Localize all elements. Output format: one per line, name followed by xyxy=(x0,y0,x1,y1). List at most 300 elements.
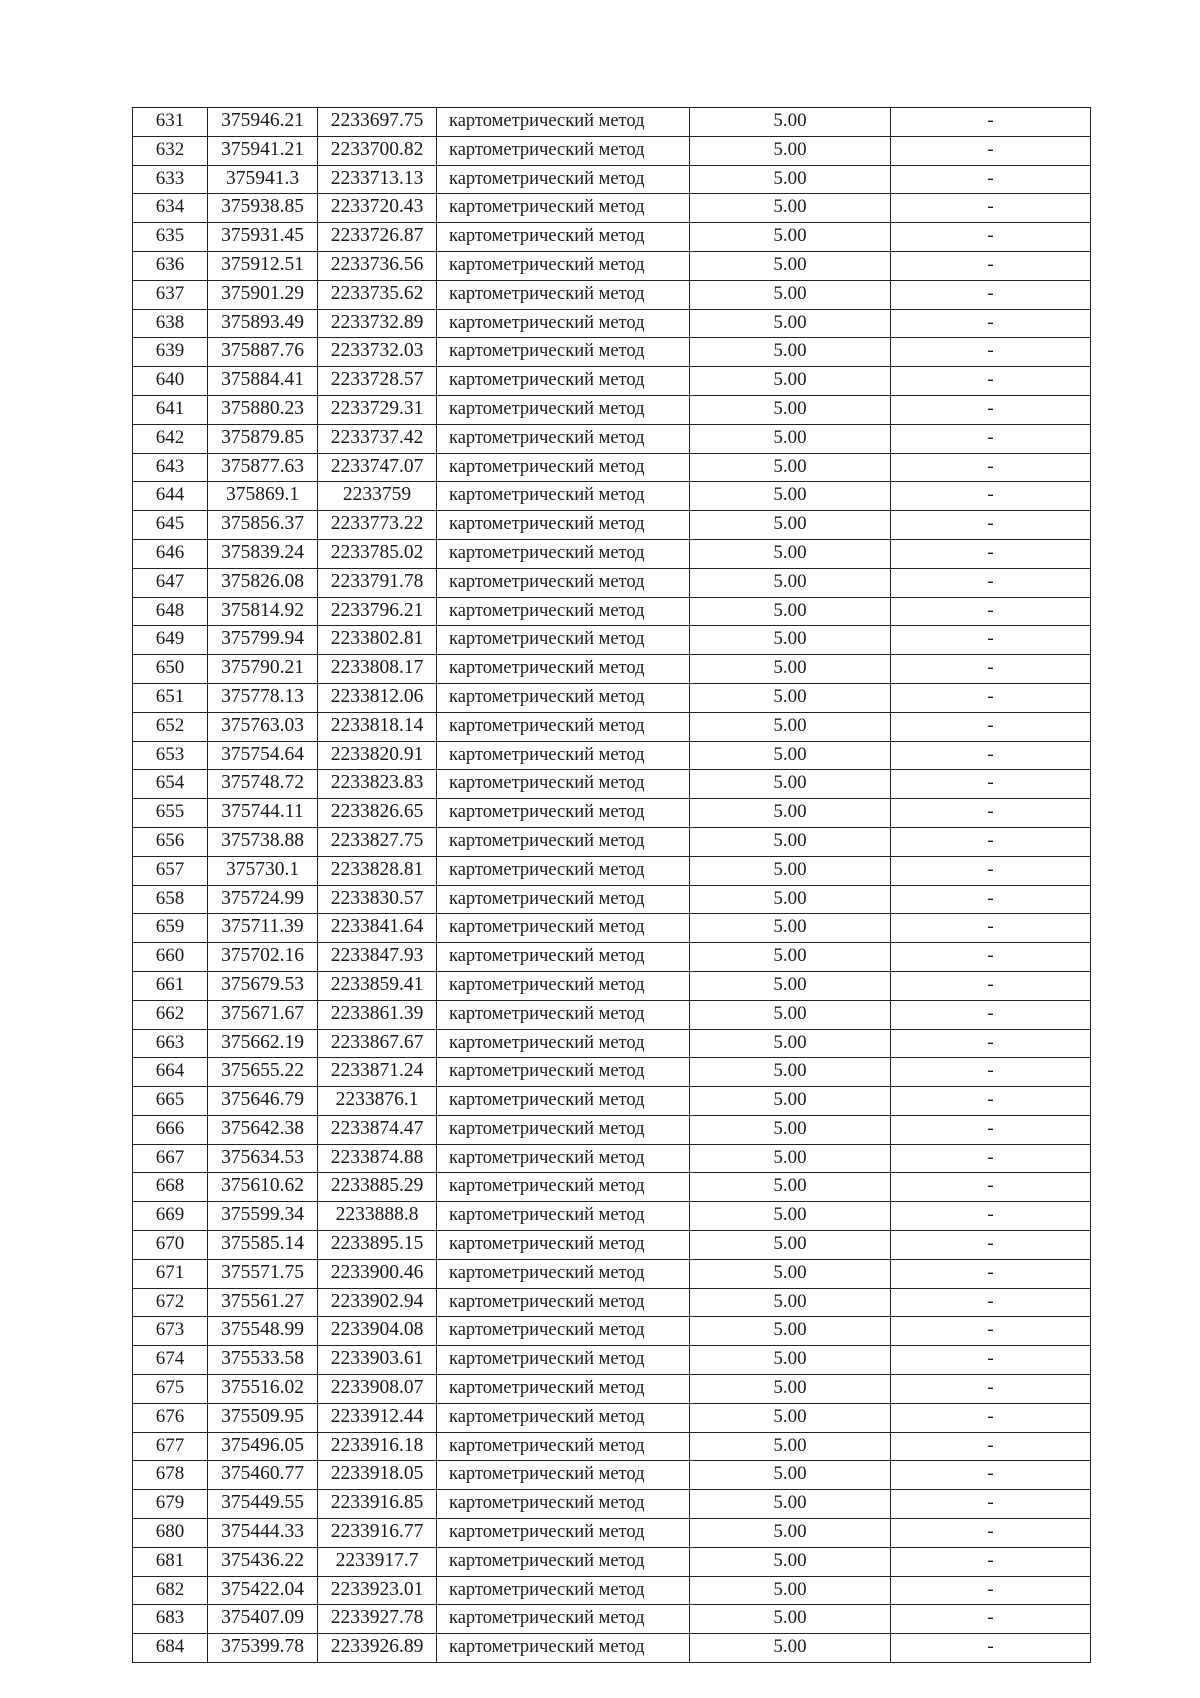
method-cell: картометрический метод xyxy=(437,1231,690,1260)
y-coordinate-cell: 2233818.14 xyxy=(318,712,437,741)
table-row xyxy=(133,1634,1091,1663)
table-row xyxy=(133,914,1091,943)
extra-cell: - xyxy=(891,856,1091,885)
table-row xyxy=(133,626,1091,655)
x-coordinate-cell: 375711.39 xyxy=(208,914,318,943)
accuracy-cell: 5.00 xyxy=(690,683,891,712)
method-cell: картометрический метод xyxy=(437,165,690,194)
point-number-cell: 673 xyxy=(133,1317,208,1346)
method-cell: картометрический метод xyxy=(437,1547,690,1576)
extra-cell: - xyxy=(891,943,1091,972)
x-coordinate-cell: 375826.08 xyxy=(208,568,318,597)
accuracy-cell: 5.00 xyxy=(690,1173,891,1202)
point-number-cell: 640 xyxy=(133,367,208,396)
accuracy-cell: 5.00 xyxy=(690,223,891,252)
point-number-cell: 665 xyxy=(133,1087,208,1116)
extra-cell: - xyxy=(891,1173,1091,1202)
method-cell: картометрический метод xyxy=(437,309,690,338)
y-coordinate-cell: 2233802.81 xyxy=(318,626,437,655)
extra-cell: - xyxy=(891,655,1091,684)
point-number-cell: 636 xyxy=(133,251,208,280)
y-coordinate-cell: 2233736.56 xyxy=(318,251,437,280)
y-coordinate-cell: 2233916.85 xyxy=(318,1490,437,1519)
extra-cell: - xyxy=(891,1115,1091,1144)
x-coordinate-cell: 375941.21 xyxy=(208,136,318,165)
x-coordinate-cell: 375679.53 xyxy=(208,971,318,1000)
accuracy-cell: 5.00 xyxy=(690,367,891,396)
y-coordinate-cell: 2233895.15 xyxy=(318,1231,437,1260)
y-coordinate-cell: 2233903.61 xyxy=(318,1346,437,1375)
table-row xyxy=(133,1375,1091,1404)
point-number-cell: 664 xyxy=(133,1058,208,1087)
x-coordinate-cell: 375893.49 xyxy=(208,309,318,338)
coordinates-table xyxy=(132,107,1091,1663)
method-cell: картометрический метод xyxy=(437,1288,690,1317)
table-row xyxy=(133,971,1091,1000)
accuracy-cell: 5.00 xyxy=(690,626,891,655)
table-row xyxy=(133,395,1091,424)
x-coordinate-cell: 375941.3 xyxy=(208,165,318,194)
point-number-cell: 658 xyxy=(133,885,208,914)
table-row xyxy=(133,1317,1091,1346)
x-coordinate-cell: 375744.11 xyxy=(208,799,318,828)
point-number-cell: 655 xyxy=(133,799,208,828)
extra-cell: - xyxy=(891,1634,1091,1663)
accuracy-cell: 5.00 xyxy=(690,885,891,914)
accuracy-cell: 5.00 xyxy=(690,424,891,453)
x-coordinate-cell: 375938.85 xyxy=(208,194,318,223)
point-number-cell: 648 xyxy=(133,597,208,626)
y-coordinate-cell: 2233729.31 xyxy=(318,395,437,424)
method-cell: картометрический метод xyxy=(437,1403,690,1432)
extra-cell: - xyxy=(891,1605,1091,1634)
extra-cell: - xyxy=(891,827,1091,856)
method-cell: картометрический метод xyxy=(437,971,690,1000)
accuracy-cell: 5.00 xyxy=(690,1087,891,1116)
y-coordinate-cell: 2233791.78 xyxy=(318,568,437,597)
y-coordinate-cell: 2233826.65 xyxy=(318,799,437,828)
table-row xyxy=(133,424,1091,453)
point-number-cell: 646 xyxy=(133,539,208,568)
extra-cell: - xyxy=(891,971,1091,1000)
x-coordinate-cell: 375887.76 xyxy=(208,338,318,367)
extra-cell: - xyxy=(891,482,1091,511)
x-coordinate-cell: 375879.85 xyxy=(208,424,318,453)
y-coordinate-cell: 2233871.24 xyxy=(318,1058,437,1087)
y-coordinate-cell: 2233904.08 xyxy=(318,1317,437,1346)
point-number-cell: 631 xyxy=(133,108,208,137)
point-number-cell: 666 xyxy=(133,1115,208,1144)
method-cell: картометрический метод xyxy=(437,194,690,223)
table-row xyxy=(133,1259,1091,1288)
method-cell: картометрический метод xyxy=(437,712,690,741)
point-number-cell: 657 xyxy=(133,856,208,885)
y-coordinate-cell: 2233820.91 xyxy=(318,741,437,770)
x-coordinate-cell: 375839.24 xyxy=(208,539,318,568)
y-coordinate-cell: 2233867.67 xyxy=(318,1029,437,1058)
y-coordinate-cell: 2233700.82 xyxy=(318,136,437,165)
accuracy-cell: 5.00 xyxy=(690,971,891,1000)
x-coordinate-cell: 375814.92 xyxy=(208,597,318,626)
extra-cell: - xyxy=(891,799,1091,828)
y-coordinate-cell: 2233808.17 xyxy=(318,655,437,684)
extra-cell: - xyxy=(891,770,1091,799)
x-coordinate-cell: 375548.99 xyxy=(208,1317,318,1346)
y-coordinate-cell: 2233847.93 xyxy=(318,943,437,972)
y-coordinate-cell: 2233841.64 xyxy=(318,914,437,943)
x-coordinate-cell: 375496.05 xyxy=(208,1432,318,1461)
method-cell: картометрический метод xyxy=(437,597,690,626)
y-coordinate-cell: 2233726.87 xyxy=(318,223,437,252)
extra-cell: - xyxy=(891,914,1091,943)
point-number-cell: 676 xyxy=(133,1403,208,1432)
extra-cell: - xyxy=(891,223,1091,252)
table-row xyxy=(133,1403,1091,1432)
table-row xyxy=(133,511,1091,540)
accuracy-cell: 5.00 xyxy=(690,1317,891,1346)
y-coordinate-cell: 2233900.46 xyxy=(318,1259,437,1288)
table-row xyxy=(133,1576,1091,1605)
point-number-cell: 660 xyxy=(133,943,208,972)
extra-cell: - xyxy=(891,1231,1091,1260)
accuracy-cell: 5.00 xyxy=(690,1288,891,1317)
extra-cell: - xyxy=(891,136,1091,165)
method-cell: картометрический метод xyxy=(437,1058,690,1087)
extra-cell: - xyxy=(891,568,1091,597)
x-coordinate-cell: 375646.79 xyxy=(208,1087,318,1116)
accuracy-cell: 5.00 xyxy=(690,1432,891,1461)
method-cell: картометрический метод xyxy=(437,136,690,165)
accuracy-cell: 5.00 xyxy=(690,1000,891,1029)
extra-cell: - xyxy=(891,395,1091,424)
point-number-cell: 675 xyxy=(133,1375,208,1404)
extra-cell: - xyxy=(891,1087,1091,1116)
x-coordinate-cell: 375671.67 xyxy=(208,1000,318,1029)
accuracy-cell: 5.00 xyxy=(690,943,891,972)
method-cell: картометрический метод xyxy=(437,1519,690,1548)
method-cell: картометрический метод xyxy=(437,453,690,482)
table-row xyxy=(133,1087,1091,1116)
extra-cell: - xyxy=(891,309,1091,338)
point-number-cell: 633 xyxy=(133,165,208,194)
accuracy-cell: 5.00 xyxy=(690,482,891,511)
point-number-cell: 681 xyxy=(133,1547,208,1576)
point-number-cell: 680 xyxy=(133,1519,208,1548)
method-cell: картометрический метод xyxy=(437,1461,690,1490)
method-cell: картометрический метод xyxy=(437,251,690,280)
table-row xyxy=(133,1461,1091,1490)
table-row xyxy=(133,1288,1091,1317)
y-coordinate-cell: 2233812.06 xyxy=(318,683,437,712)
accuracy-cell: 5.00 xyxy=(690,1058,891,1087)
x-coordinate-cell: 375946.21 xyxy=(208,108,318,137)
extra-cell: - xyxy=(891,1317,1091,1346)
x-coordinate-cell: 375585.14 xyxy=(208,1231,318,1260)
accuracy-cell: 5.00 xyxy=(690,108,891,137)
extra-cell: - xyxy=(891,1519,1091,1548)
x-coordinate-cell: 375702.16 xyxy=(208,943,318,972)
accuracy-cell: 5.00 xyxy=(690,1519,891,1548)
point-number-cell: 643 xyxy=(133,453,208,482)
extra-cell: - xyxy=(891,1432,1091,1461)
point-number-cell: 653 xyxy=(133,741,208,770)
table-row xyxy=(133,251,1091,280)
accuracy-cell: 5.00 xyxy=(690,165,891,194)
table-row xyxy=(133,165,1091,194)
point-number-cell: 649 xyxy=(133,626,208,655)
point-number-cell: 682 xyxy=(133,1576,208,1605)
x-coordinate-cell: 375763.03 xyxy=(208,712,318,741)
table-row xyxy=(133,1144,1091,1173)
table-row xyxy=(133,597,1091,626)
accuracy-cell: 5.00 xyxy=(690,1634,891,1663)
accuracy-cell: 5.00 xyxy=(690,511,891,540)
table-row xyxy=(133,539,1091,568)
accuracy-cell: 5.00 xyxy=(690,597,891,626)
accuracy-cell: 5.00 xyxy=(690,1461,891,1490)
point-number-cell: 644 xyxy=(133,482,208,511)
point-number-cell: 662 xyxy=(133,1000,208,1029)
method-cell: картометрический метод xyxy=(437,885,690,914)
extra-cell: - xyxy=(891,626,1091,655)
accuracy-cell: 5.00 xyxy=(690,1346,891,1375)
table-row xyxy=(133,568,1091,597)
method-cell: картометрический метод xyxy=(437,1346,690,1375)
method-cell: картометрический метод xyxy=(437,511,690,540)
x-coordinate-cell: 375877.63 xyxy=(208,453,318,482)
table-row xyxy=(133,655,1091,684)
y-coordinate-cell: 2233830.57 xyxy=(318,885,437,914)
extra-cell: - xyxy=(891,683,1091,712)
point-number-cell: 678 xyxy=(133,1461,208,1490)
y-coordinate-cell: 2233861.39 xyxy=(318,1000,437,1029)
accuracy-cell: 5.00 xyxy=(690,568,891,597)
point-number-cell: 650 xyxy=(133,655,208,684)
method-cell: картометрический метод xyxy=(437,539,690,568)
x-coordinate-cell: 375449.55 xyxy=(208,1490,318,1519)
point-number-cell: 642 xyxy=(133,424,208,453)
y-coordinate-cell: 2233927.78 xyxy=(318,1605,437,1634)
accuracy-cell: 5.00 xyxy=(690,1144,891,1173)
table-row xyxy=(133,1029,1091,1058)
point-number-cell: 663 xyxy=(133,1029,208,1058)
table-row xyxy=(133,1058,1091,1087)
point-number-cell: 651 xyxy=(133,683,208,712)
y-coordinate-cell: 2233785.02 xyxy=(318,539,437,568)
x-coordinate-cell: 375610.62 xyxy=(208,1173,318,1202)
accuracy-cell: 5.00 xyxy=(690,856,891,885)
method-cell: картометрический метод xyxy=(437,367,690,396)
method-cell: картометрический метод xyxy=(437,683,690,712)
accuracy-cell: 5.00 xyxy=(690,712,891,741)
table-row xyxy=(133,741,1091,770)
extra-cell: - xyxy=(891,741,1091,770)
method-cell: картометрический метод xyxy=(437,827,690,856)
extra-cell: - xyxy=(891,280,1091,309)
y-coordinate-cell: 2233902.94 xyxy=(318,1288,437,1317)
method-cell: картометрический метод xyxy=(437,1576,690,1605)
x-coordinate-cell: 375444.33 xyxy=(208,1519,318,1548)
accuracy-cell: 5.00 xyxy=(690,1115,891,1144)
extra-cell: - xyxy=(891,108,1091,137)
method-cell: картометрический метод xyxy=(437,943,690,972)
y-coordinate-cell: 2233917.7 xyxy=(318,1547,437,1576)
x-coordinate-cell: 375642.38 xyxy=(208,1115,318,1144)
method-cell: картометрический метод xyxy=(437,1115,690,1144)
table-row xyxy=(133,108,1091,137)
method-cell: картометрический метод xyxy=(437,1317,690,1346)
y-coordinate-cell: 2233720.43 xyxy=(318,194,437,223)
table-row xyxy=(133,1231,1091,1260)
point-number-cell: 635 xyxy=(133,223,208,252)
extra-cell: - xyxy=(891,1058,1091,1087)
point-number-cell: 679 xyxy=(133,1490,208,1519)
point-number-cell: 652 xyxy=(133,712,208,741)
extra-cell: - xyxy=(891,1029,1091,1058)
x-coordinate-cell: 375901.29 xyxy=(208,280,318,309)
method-cell: картометрический метод xyxy=(437,1490,690,1519)
point-number-cell: 654 xyxy=(133,770,208,799)
table-row xyxy=(133,367,1091,396)
extra-cell: - xyxy=(891,712,1091,741)
extra-cell: - xyxy=(891,539,1091,568)
y-coordinate-cell: 2233713.13 xyxy=(318,165,437,194)
x-coordinate-cell: 375778.13 xyxy=(208,683,318,712)
accuracy-cell: 5.00 xyxy=(690,770,891,799)
accuracy-cell: 5.00 xyxy=(690,338,891,367)
accuracy-cell: 5.00 xyxy=(690,1490,891,1519)
y-coordinate-cell: 2233773.22 xyxy=(318,511,437,540)
table-row xyxy=(133,194,1091,223)
x-coordinate-cell: 375422.04 xyxy=(208,1576,318,1605)
point-number-cell: 669 xyxy=(133,1202,208,1231)
x-coordinate-cell: 375730.1 xyxy=(208,856,318,885)
point-number-cell: 641 xyxy=(133,395,208,424)
point-number-cell: 667 xyxy=(133,1144,208,1173)
y-coordinate-cell: 2233918.05 xyxy=(318,1461,437,1490)
accuracy-cell: 5.00 xyxy=(690,655,891,684)
point-number-cell: 672 xyxy=(133,1288,208,1317)
x-coordinate-cell: 375856.37 xyxy=(208,511,318,540)
x-coordinate-cell: 375634.53 xyxy=(208,1144,318,1173)
x-coordinate-cell: 375799.94 xyxy=(208,626,318,655)
method-cell: картометрический метод xyxy=(437,770,690,799)
coordinates-table-body xyxy=(133,108,1091,1663)
y-coordinate-cell: 2233926.89 xyxy=(318,1634,437,1663)
method-cell: картометрический метод xyxy=(437,223,690,252)
accuracy-cell: 5.00 xyxy=(690,1259,891,1288)
extra-cell: - xyxy=(891,1000,1091,1029)
point-number-cell: 674 xyxy=(133,1346,208,1375)
table-row xyxy=(133,338,1091,367)
x-coordinate-cell: 375599.34 xyxy=(208,1202,318,1231)
point-number-cell: 671 xyxy=(133,1259,208,1288)
table-row xyxy=(133,1115,1091,1144)
accuracy-cell: 5.00 xyxy=(690,395,891,424)
extra-cell: - xyxy=(891,885,1091,914)
accuracy-cell: 5.00 xyxy=(690,741,891,770)
table-row xyxy=(133,280,1091,309)
method-cell: картометрический метод xyxy=(437,1202,690,1231)
method-cell: картометрический метод xyxy=(437,568,690,597)
x-coordinate-cell: 375880.23 xyxy=(208,395,318,424)
x-coordinate-cell: 375754.64 xyxy=(208,741,318,770)
method-cell: картометрический метод xyxy=(437,1375,690,1404)
extra-cell: - xyxy=(891,1259,1091,1288)
x-coordinate-cell: 375407.09 xyxy=(208,1605,318,1634)
y-coordinate-cell: 2233827.75 xyxy=(318,827,437,856)
extra-cell: - xyxy=(891,511,1091,540)
method-cell: картометрический метод xyxy=(437,1259,690,1288)
y-coordinate-cell: 2233876.1 xyxy=(318,1087,437,1116)
extra-cell: - xyxy=(891,597,1091,626)
x-coordinate-cell: 375561.27 xyxy=(208,1288,318,1317)
y-coordinate-cell: 2233732.03 xyxy=(318,338,437,367)
method-cell: картометрический метод xyxy=(437,856,690,885)
table-row xyxy=(133,1346,1091,1375)
point-number-cell: 637 xyxy=(133,280,208,309)
y-coordinate-cell: 2233874.88 xyxy=(318,1144,437,1173)
table-row xyxy=(133,223,1091,252)
extra-cell: - xyxy=(891,453,1091,482)
y-coordinate-cell: 2233823.83 xyxy=(318,770,437,799)
extra-cell: - xyxy=(891,1403,1091,1432)
x-coordinate-cell: 375460.77 xyxy=(208,1461,318,1490)
method-cell: картометрический метод xyxy=(437,1605,690,1634)
accuracy-cell: 5.00 xyxy=(690,1605,891,1634)
method-cell: картометрический метод xyxy=(437,424,690,453)
table-row xyxy=(133,827,1091,856)
y-coordinate-cell: 2233916.77 xyxy=(318,1519,437,1548)
extra-cell: - xyxy=(891,1288,1091,1317)
point-number-cell: 656 xyxy=(133,827,208,856)
point-number-cell: 668 xyxy=(133,1173,208,1202)
table-row xyxy=(133,482,1091,511)
extra-cell: - xyxy=(891,165,1091,194)
y-coordinate-cell: 2233916.18 xyxy=(318,1432,437,1461)
x-coordinate-cell: 375738.88 xyxy=(208,827,318,856)
point-number-cell: 647 xyxy=(133,568,208,597)
method-cell: картометрический метод xyxy=(437,741,690,770)
method-cell: картометрический метод xyxy=(437,482,690,511)
extra-cell: - xyxy=(891,1144,1091,1173)
y-coordinate-cell: 2233796.21 xyxy=(318,597,437,626)
table-row xyxy=(133,1173,1091,1202)
y-coordinate-cell: 2233697.75 xyxy=(318,108,437,137)
y-coordinate-cell: 2233728.57 xyxy=(318,367,437,396)
extra-cell: - xyxy=(891,1490,1091,1519)
accuracy-cell: 5.00 xyxy=(690,539,891,568)
y-coordinate-cell: 2233737.42 xyxy=(318,424,437,453)
x-coordinate-cell: 375748.72 xyxy=(208,770,318,799)
point-number-cell: 661 xyxy=(133,971,208,1000)
x-coordinate-cell: 375662.19 xyxy=(208,1029,318,1058)
x-coordinate-cell: 375931.45 xyxy=(208,223,318,252)
extra-cell: - xyxy=(891,1576,1091,1605)
table-row xyxy=(133,770,1091,799)
point-number-cell: 632 xyxy=(133,136,208,165)
extra-cell: - xyxy=(891,424,1091,453)
method-cell: картометрический метод xyxy=(437,655,690,684)
accuracy-cell: 5.00 xyxy=(690,1231,891,1260)
table-row xyxy=(133,136,1091,165)
x-coordinate-cell: 375655.22 xyxy=(208,1058,318,1087)
accuracy-cell: 5.00 xyxy=(690,1375,891,1404)
x-coordinate-cell: 375516.02 xyxy=(208,1375,318,1404)
accuracy-cell: 5.00 xyxy=(690,136,891,165)
point-number-cell: 670 xyxy=(133,1231,208,1260)
point-number-cell: 659 xyxy=(133,914,208,943)
